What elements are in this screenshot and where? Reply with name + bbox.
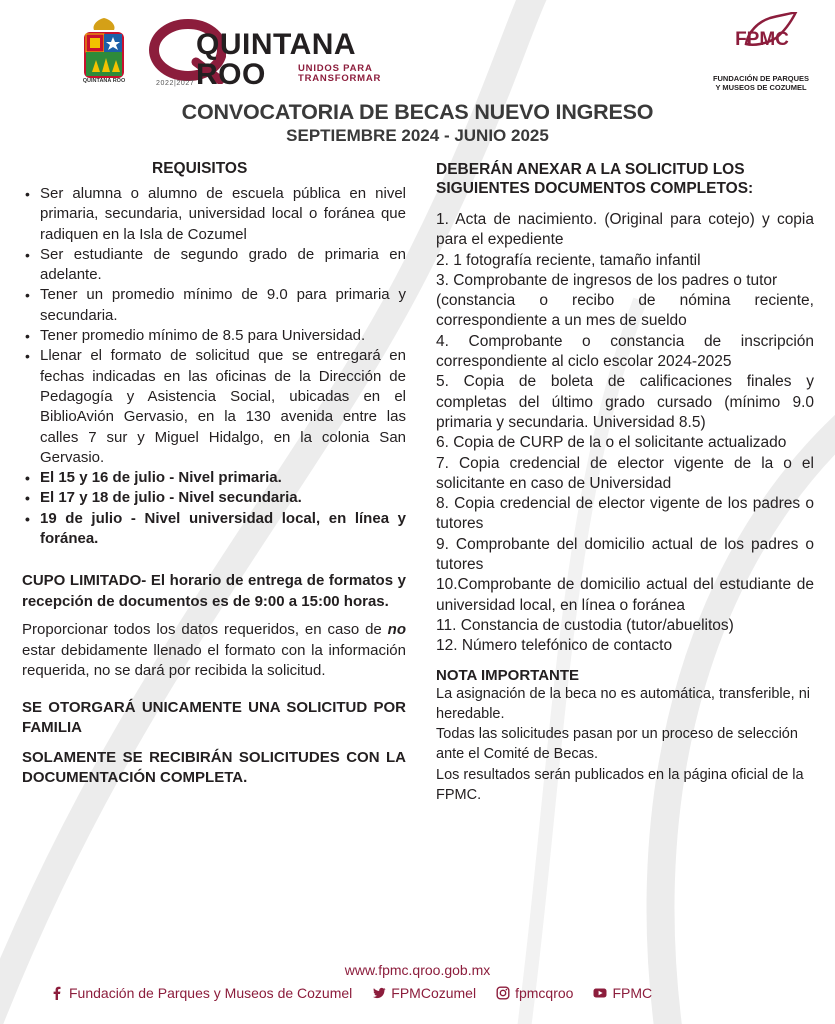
requisito-item: • Tener promedio mínimo de 8.5 para Universidad. bbox=[22, 326, 406, 346]
proporcionar-emphasis: no bbox=[387, 621, 406, 639]
proporcionar-notice bbox=[22, 620, 406, 682]
documento-item: 4. Comprobante o constancia de inscripción correspondiente al ciclo escolar 2024-2025 bbox=[436, 332, 814, 371]
brand-tagline-2: TRANSFORMAR bbox=[298, 73, 382, 84]
brand-years: 2022|2027 bbox=[156, 80, 195, 87]
quintana-roo-seal-logo bbox=[76, 16, 132, 96]
nota-importante bbox=[436, 667, 814, 806]
instagram-icon bbox=[496, 986, 510, 1000]
documento-item: 12. Número telefónico de contacto bbox=[436, 637, 673, 655]
una-solicitud-notice: SE OTORGARÁ UNICAMENTE UNA SOLICITUD POR FAMILIA bbox=[22, 698, 406, 736]
twitter-label: FPMCozumel bbox=[391, 985, 477, 1001]
requisito-item: • Ser alumna o alumno de escuela pública en nivel primaria, secundaria, universidad local o foránea que radiquen en la Isla de Cozumel bbox=[22, 184, 406, 245]
brand-name-line1: QUINTANA bbox=[196, 28, 357, 61]
left-column bbox=[22, 160, 406, 788]
header bbox=[0, 8, 835, 98]
documento-item: 8. Copia credencial de elector vigente de los padres o tutores bbox=[436, 495, 814, 533]
fpmc-caption bbox=[706, 74, 816, 92]
documento-item: 6. Copia de CURP de la o el solicitante actualizado bbox=[436, 434, 787, 452]
brand-tagline bbox=[298, 64, 381, 84]
fecha-item: • 19 de julio - Nivel universidad local, en línea y foránea. bbox=[22, 509, 406, 550]
quintana-roo-brand-logo bbox=[148, 14, 388, 94]
youtube-icon bbox=[593, 986, 607, 1000]
requisito-item: • Llenar el formato de solicitud que se entregará en fechas indicadas en las oficinas de la Dirección de Pedagogía y Asistencia Social, ubicadas en el BiblioAvión Gervasio, en la 130 avenida entre las calles 7 sur y Miguel Hidalgo, en la colonia San Gervasio. bbox=[22, 346, 406, 468]
documentos-list bbox=[436, 210, 814, 657]
nota-line: Los resultados serán publicados en la página oficial de la FPMC. bbox=[436, 766, 804, 804]
documento-item: 11. Constancia de custodia (tutor/abuelitos) bbox=[436, 616, 734, 634]
nota-heading: NOTA IMPORTANTE bbox=[436, 666, 580, 684]
fpmc-logo bbox=[706, 12, 816, 102]
footer-website-link[interactable]: www.fpmc.qroo.gob.mx bbox=[344, 962, 491, 978]
documento-item: 2. 1 fotografía reciente, tamaño infantil bbox=[436, 251, 701, 269]
facebook-link[interactable] bbox=[50, 985, 352, 1001]
twitter-link[interactable] bbox=[372, 985, 476, 1001]
requisito-item: • Tener un promedio mínimo de 9.0 para primaria y secundaria. bbox=[22, 285, 406, 326]
instagram-label: fpmcqroo bbox=[515, 985, 574, 1001]
page-subtitle: SEPTIEMBRE 2024 - JUNIO 2025 bbox=[286, 126, 549, 145]
fpmc-caption-2: Y MUSEOS DE COZUMEL bbox=[715, 83, 807, 92]
requisitos-list bbox=[22, 184, 406, 549]
fpmc-letters: FPMC bbox=[735, 29, 789, 50]
facebook-label: Fundación de Parques y Museos de Cozumel bbox=[69, 985, 353, 1001]
documento-item: (constancia o recibo de nómina reciente, correspondiente a un mes de sueldo bbox=[436, 292, 814, 330]
nota-line: La asignación de la beca no es automática, transferible, ni heredable. bbox=[436, 685, 811, 722]
cupo-limitado-notice: CUPO LIMITADO- El horario de entrega de formatos y recepción de documentos es de 9:00 a 15:00 horas. bbox=[22, 572, 406, 610]
seal-caption: QUINTANA ROO bbox=[82, 78, 126, 84]
right-column bbox=[436, 160, 814, 805]
documento-item: 1. Acta de nacimiento. (Original para cotejo) y copia para el expediente bbox=[436, 211, 814, 249]
twitter-icon bbox=[372, 986, 386, 1000]
documento-item: 10.Comprobante de domicilio actual del estudiante de universidad local, en línea o foránea bbox=[436, 576, 814, 614]
documento-item: 7. Copia credencial de elector vigente de la o el solicitante en caso de Universidad bbox=[436, 454, 814, 492]
documento-item: 9. Comprobante del domicilio actual de los padres o tutores bbox=[436, 535, 814, 574]
documento-item: 5. Copia de boleta de calificaciones finales y completas del último grado cursado (mínimo 9.0 primaria y secundaria. Universidad 8.5) bbox=[436, 373, 814, 431]
documentacion-completa-notice: SOLAMENTE SE RECIBIRÁN SOLICITUDES CON LA DOCUMENTACIÓN COMPLETA. bbox=[22, 748, 406, 786]
footer-social-links bbox=[50, 983, 750, 1003]
proporcionar-text-2: estar debidamente llenado el formato con la información requerida, no se dará por recibida la solicitud. bbox=[22, 641, 406, 680]
page-title: CONVOCATORIA DE BECAS NUEVO INGRESO bbox=[181, 100, 654, 124]
documentos-heading: DEBERÁN ANEXAR A LA SOLICITUD LOS SIGUIENTES DOCUMENTOS COMPLETOS: bbox=[436, 161, 754, 197]
brand-name-line2: ROO bbox=[196, 58, 266, 91]
nota-line: Todas las solicitudes pasan por un proceso de selección ante el Comité de Becas. bbox=[436, 726, 798, 763]
instagram-link[interactable] bbox=[496, 985, 573, 1001]
requisitos-heading: REQUISITOS bbox=[152, 160, 248, 177]
requisito-item: • Ser estudiante de segundo grado de primaria en adelante. bbox=[22, 245, 406, 286]
facebook-icon bbox=[50, 986, 64, 1000]
fpmc-caption-1: FUNDACIÓN DE PARQUES bbox=[712, 74, 810, 83]
fecha-item: • El 17 y 18 de julio - Nivel secundaria. bbox=[22, 488, 406, 508]
fecha-item: • El 15 y 16 de julio - Nivel primaria. bbox=[22, 468, 406, 488]
youtube-link[interactable] bbox=[593, 985, 652, 1001]
proporcionar-text-1: Proporcionar todos los datos requeridos, en caso de bbox=[22, 621, 388, 639]
documento-item: 3. Comprobante de ingresos de los padres o tutor bbox=[436, 271, 778, 289]
youtube-label: FPMC bbox=[612, 985, 653, 1001]
brand-tagline-1: UNIDOS PARA bbox=[298, 63, 373, 74]
